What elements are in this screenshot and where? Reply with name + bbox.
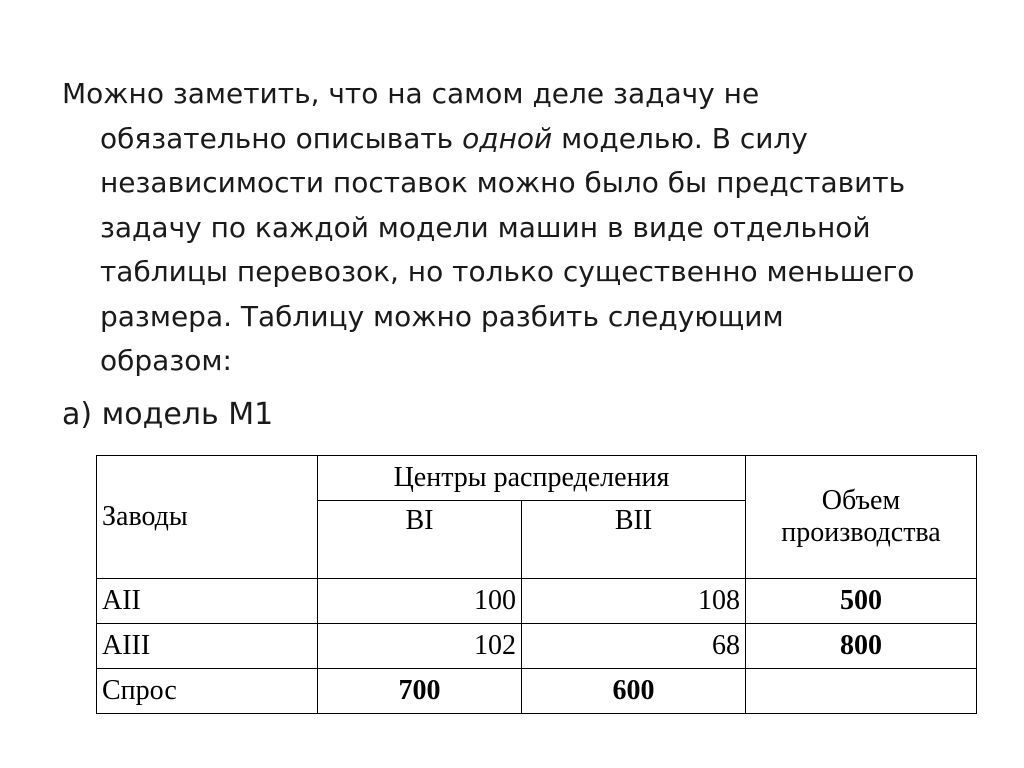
cost-cell: 102	[318, 624, 522, 669]
emphasized-word: одной	[462, 121, 553, 155]
cost-cell: 68	[522, 624, 746, 669]
volume-cell: 500	[746, 579, 977, 624]
factory-cell: AII	[97, 579, 318, 624]
cost-cell: 108	[522, 579, 746, 624]
factories-header: Заводы	[97, 456, 318, 579]
paragraph-line: Можно заметить, что на самом деле задачу не	[62, 77, 760, 110]
demand-cell: 700	[318, 669, 522, 714]
table-row	[97, 579, 977, 624]
model-subheading: а) модель М1	[62, 397, 274, 432]
demand-row	[97, 669, 977, 714]
paragraph-line: образом:	[100, 344, 232, 377]
table-row	[97, 624, 977, 669]
paragraph-text: обязательно описывать	[100, 121, 463, 155]
paragraph-line	[62, 117, 992, 162]
paragraph-line: размера. Таблицу можно разбить следующим	[100, 299, 784, 333]
volume-header	[746, 456, 977, 579]
paragraph-line: таблицы перевозок, но только существенно меньшего	[100, 255, 915, 288]
volume-header-line: Объем	[821, 485, 901, 516]
centers-header: Центры распределения	[318, 456, 746, 501]
demand-cell: 600	[522, 669, 746, 714]
paragraph-line: независимости поставок можно было бы представить	[100, 166, 906, 199]
demand-label: Спрос	[97, 669, 318, 714]
center-b1-header: BI	[318, 501, 522, 579]
paragraph-text: моделью. В силу	[552, 121, 808, 155]
paragraph-line: задачу по каждой модели машин в виде отдельной	[100, 210, 871, 244]
demand-volume-cell	[746, 669, 977, 714]
intro-paragraph	[62, 72, 992, 384]
volume-header-line: производства	[781, 517, 941, 548]
center-b2-header: BII	[522, 501, 746, 579]
volume-cell: 800	[746, 624, 977, 669]
transport-table	[96, 455, 977, 714]
factory-cell: AIII	[97, 624, 318, 669]
cost-cell: 100	[318, 579, 522, 624]
table-header-row	[97, 456, 977, 501]
